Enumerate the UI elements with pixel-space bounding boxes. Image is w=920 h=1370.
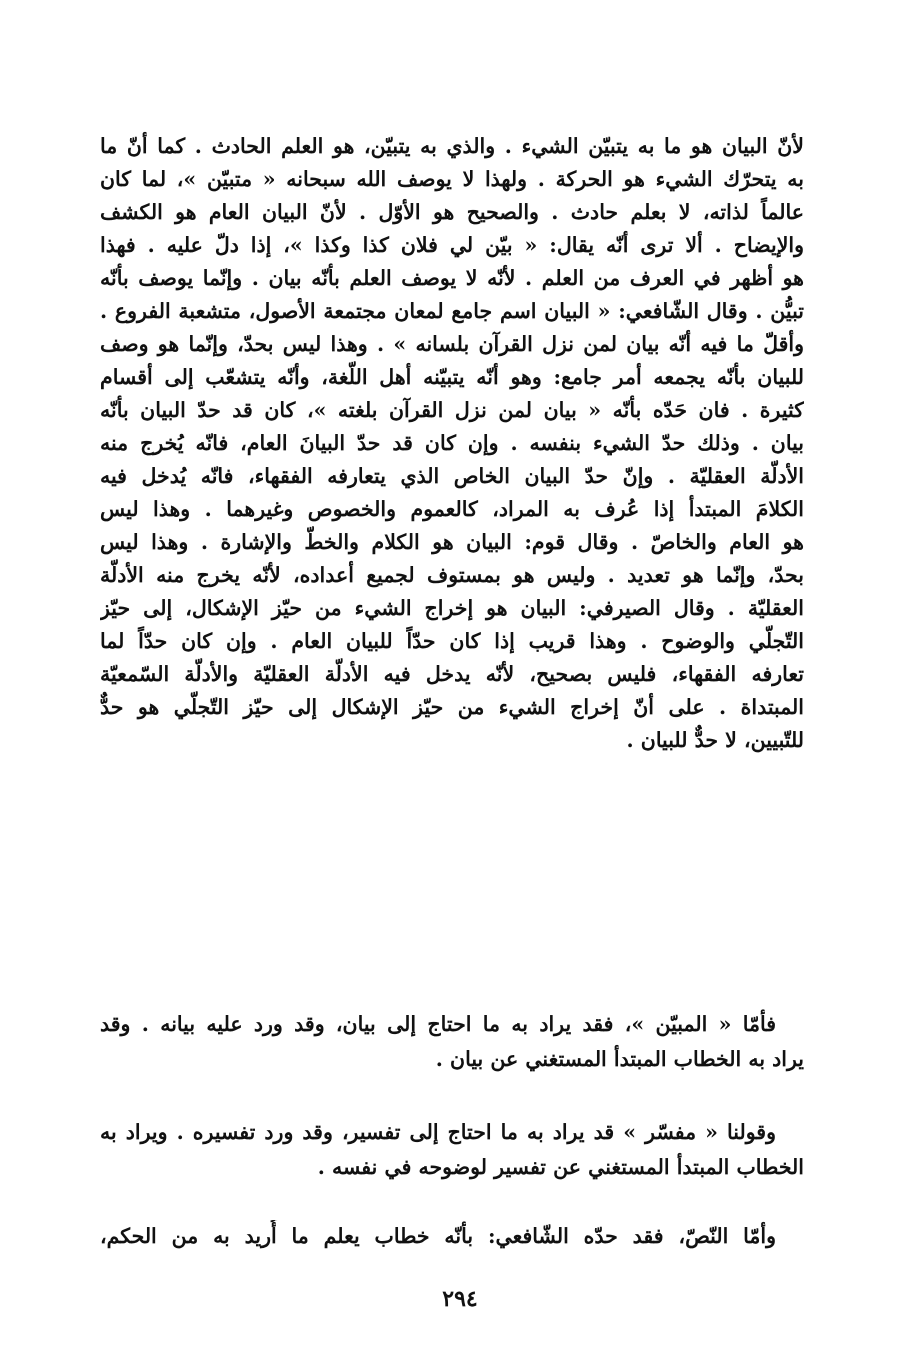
text-line: بحدّ، وإنّما هو تعديد . وليس هو بمستوف لجميع أعداده، لأنّه يخرج منه الأدلّة — [100, 563, 804, 587]
text-line: هو أظهر في العرف من العلم . لأنّه لا يوصف العلم بأنّه بيان . وإنّما يوصف بأنّه — [100, 266, 804, 290]
text-line: به يتحرّك الشيء هو الحركة . ولهذا لا يوصف الله سبحانه « متبيّن »، لما كان — [100, 167, 804, 191]
text-line: وأقلّ ما فيه أنّه بيان لمن نزل القرآن بلسانه » . وهذا ليس بحدّ، وإنّما هو وصف — [100, 332, 804, 356]
text-line: وأمّا النّصّ، فقد حدّه الشّافعي: بأنّه خطاب يعلم ما أُريد به من الحكم، — [100, 1224, 776, 1248]
page-number: ٢٩٤ — [442, 1286, 478, 1312]
text-line: لأنّ البيان هو ما به يتبيّن الشيء . والذي به يتبيّن، هو العلم الحادث . كما أنّ ما — [100, 134, 804, 158]
text-line: الخطاب المبتدأ المستغني عن تفسير لوضوحه في نفسه . — [317, 1155, 804, 1179]
text-line: للتّبيين، لا حدٌّ للبيان . — [626, 728, 804, 752]
text-line: تعارفه الفقهاء، فليس بصحيح، لأنّه يدخل فيه الأدلّة العقليّة والأدلّة السّمعيّة — [100, 662, 804, 686]
text-line: وقولنا « مفسّر » قد يراد به ما احتاج إلى تفسير، وقد ورد تفسيره . ويراد به — [100, 1120, 776, 1144]
text-line: عالماً لذاته، لا بعلم حادث . والصحيح هو الأوّل . لأنّ البيان العام هو الكشف — [100, 200, 804, 224]
text-line: تبيُّن . وقال الشّافعي: « البيان اسم جامع لمعان مجتمعة الأصول، متشعبة الفروع . — [100, 299, 804, 323]
text-line: بيان . وذلك حدّ الشيء بنفسه . وإن كان قد حدّ البيانَ العام، فانّه يُخرج منه — [100, 431, 804, 455]
paragraph-1 — [100, 130, 804, 760]
paragraph-3 — [100, 1116, 804, 1186]
paragraph-2 — [100, 1008, 804, 1078]
text-line: العقليّة . وقال الصيرفي: البيان هو إخراج الشيء من حيّز الإشكال، إلى حيّز — [100, 596, 804, 620]
text-line: الأدلّة العقليّة . وإنّ حدّ البيان الخاص الذي يتعارفه الفقهاء، فانّه يُدخل فيه — [100, 464, 804, 488]
text-line: كثيرة . فان حَدّه بأنّه « بيان لمن نزل القرآن بلغته »، كان قد حدّ البيان بأنّه — [100, 398, 804, 422]
text-line: للبيان بأنّه يجمعه أمر جامع: وهو أنّه يتبيّنه أهل اللّغة، وأنّه يتشعّب إلى أقسام — [100, 365, 804, 389]
text-line: التّجلّي والوضوح . وهذا قريب إذا كان حدّاً للبيان العام . وإن كان حدّاً لما — [100, 629, 804, 653]
text-line: فأمّا « المبيّن »، فقد يراد به ما احتاج إلى بيان، وقد ورد عليه بيانه . وقد — [100, 1012, 776, 1036]
text-line: يراد به الخطاب المبتدأ المستغني عن بيان . — [435, 1047, 804, 1071]
text-line: الكلامَ المبتدأ إذا عُرف به المراد، كالعموم والخصوص وغيرهما . وهذا ليس — [100, 497, 804, 521]
text-line: المبتداة . على أنّ إخراج الشيء من حيّز الإشكال إلى حيّز التّجلّي هو حدٌّ — [100, 695, 804, 719]
text-line: هو العام والخاصّ . وقال قوم: البيان هو الكلام والخطّ والإشارة . وهذا ليس — [100, 530, 804, 554]
paragraph-4 — [100, 1220, 804, 1256]
text-line: والإيضاح . ألا ترى أنّه يقال: « بيّن لي فلان كذا وكذا »، إذا دلّ عليه . فهذا — [100, 233, 804, 257]
